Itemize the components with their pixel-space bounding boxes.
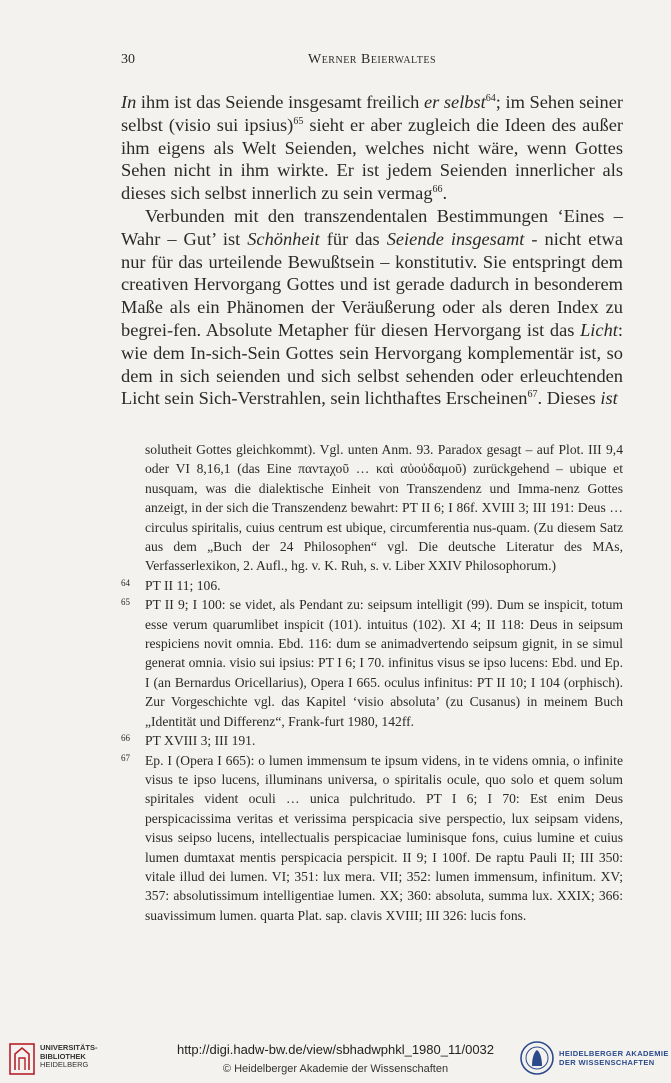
footnote-text: PT XVIII 3; III 191. [145, 733, 256, 749]
footnote-number: 64 [121, 577, 130, 588]
footnote-number: 65 [121, 597, 130, 608]
footnote [121, 595, 623, 731]
footnote-text: PT II 9; I 100: se videt, als Pendant zu: seipsum intelligit (99). Dum se inspicit, totum esse verum quarumlibet inspicit (101). intuitus (102). XI 4; II 118: Deus in seipsum respiciens novit omnia. Ebd. 116: dum se animadvertendo seipsum gignit, in se simul generat omnia. visio sui ipsius: PT I 6; I 70. infinitus visus se ipso lucens: Ebd. und Ep. I (an Bernardus Oricellarius), Opera I 665. oculus infinitus: PT II 10; I 104 (orphisch). Zur Vorgeschichte vgl. das Kapitel ‘visio absoluta’ (zu Cusanus) in meinem Buch „Identität und Differenz“, Frank-furt 1980, 142ff. [145, 597, 623, 729]
paragraph: Verbunden mit den transzendentalen Bestimmungen ‘Eines – Wahr – Gut’ ist Schönheit für das Seiende insgesamt - nicht etwa nur für das urteilende Bewußtsein – konstitutiv. Sie entspringt dem creativen Hervorgang Gottes und ist gerade dadurch in besonderem Maße als ein Phänomen der Veräußerung oder als deren Index zu begrei-fen. Absolute Metapher für diesen Hervorgang ist das Licht: wie dem In-sich-Sein Gottes sein Hervorgang komplementär ist, so dem in sich seienden und sich selbst sehenden oder erleuchtenden Licht sein Sich-Verstrahlen, sein lichthaftes Erscheinen$^{67}$. Dieses ist [121, 205, 623, 409]
footnotes [121, 440, 623, 925]
running-head [121, 52, 623, 72]
footnote [121, 576, 623, 595]
paragraph: In ihm ist das Seiende insgesamt freilich er selbst$^{64}$; im Sehen seiner selbst (visio sui ipsius)$^{65}$ sieht er aber zugleich die Ideen des außer ihm eigens als Welt Seienden, welches nicht wäre, wenn Gottes Sehen nicht in ihm wirkte. Er ist jedem Seienden innerlicher als dieses sich selbst innerlich zu sein vermag$^{66}$. [121, 92, 623, 204]
copyright-notice: © Heidelberger Akademie der Wissenschaften [222, 1063, 449, 1075]
footnote-ref: 67 [527, 389, 538, 401]
main-text [121, 91, 623, 410]
footnote-ref: 66 [432, 184, 443, 196]
footnote [121, 731, 623, 750]
university-library-name: UNIVERSITÄTS- BIBLIOTHEK HEIDELBERG [40, 1043, 98, 1069]
footnote-continuation: solutheit Gottes gleichkommt). Vgl. unten Anm. 93. Paradox gesagt – auf Plot. III 9,4 oder VI 8,16,1 (das Eine παντaχοῦ … καὶ αὐοὐδαμοῦ) zurückgehend – ubique et nusquam, was die dialektische Einheit von Transzendenz und Imma-nenz Gottes anzeigt, in der sich die Transzendenz bewahrt: PT II 6; I 86f. XVIII 3; III 191: Deus … circulus spiritalis, cuius centrum est ubique, circumferentia nus-quam. (Zu diesem Satz aus dem „Buch der 24 Philosophen“ vgl. Die deutsche Literatur des MAs, Verfasserlexikon, 2. Aufl., hg. v. K. Ruh, s. v. Liber XXIV Philosophorum.) [145, 442, 623, 574]
page-url-link[interactable]: http://digi.hadw-bw.de/view/sbhadwphkl_1980_11/0032 [176, 1042, 495, 1057]
footnote-number: 67 [121, 752, 130, 763]
academy-seal-icon[interactable] [519, 1040, 555, 1076]
footnote-text: PT II 11; 106. [145, 577, 221, 593]
footnote-ref: 64 [485, 92, 496, 104]
academy-name: HEIDELBERGER AKADEMIE DER WISSENSCHAFTEN [559, 1049, 669, 1067]
running-head-author: Werner Beierwaltes [307, 52, 437, 67]
viewer-footer [0, 1032, 671, 1083]
footnote [121, 751, 623, 926]
footnote-number: 66 [121, 733, 130, 744]
page-number: 30 [121, 52, 135, 67]
footnote-ref: 65 [293, 115, 304, 127]
footnote-text: Ep. I (Opera I 665): o lumen immensum te ipsum videns, in te videns omnia, o infinite visus te ipso lucens, illuminans universa, o spiritalis ocule, quo solo et quem solum spiritales vident oculi … unica pulchritudo. PT I 6; I 70: Est enim Deus perspicacissima veritas et verissima perspicacia sive perspectio, lux seipsam videns, visus seipso lucens, intellectualis perspicaciae luminisque fons, cuius lumine et cuius lumen dumtaxat mentis perspicacia perspicit. II 9; I 100f. De raptu Pauli II; III 350: vitale illud dei lumen. VI; 351: lux mera. VII; 352: lumen immensum, infinitum. XV; 357: absolutissimum intelligentiae lumen. XX; 360: absoluta, summa lux. XXIX; 366: suavissimum lumen. quarta Plat. sap. clavis XVIII; III 326: lucis fons. [145, 752, 623, 923]
